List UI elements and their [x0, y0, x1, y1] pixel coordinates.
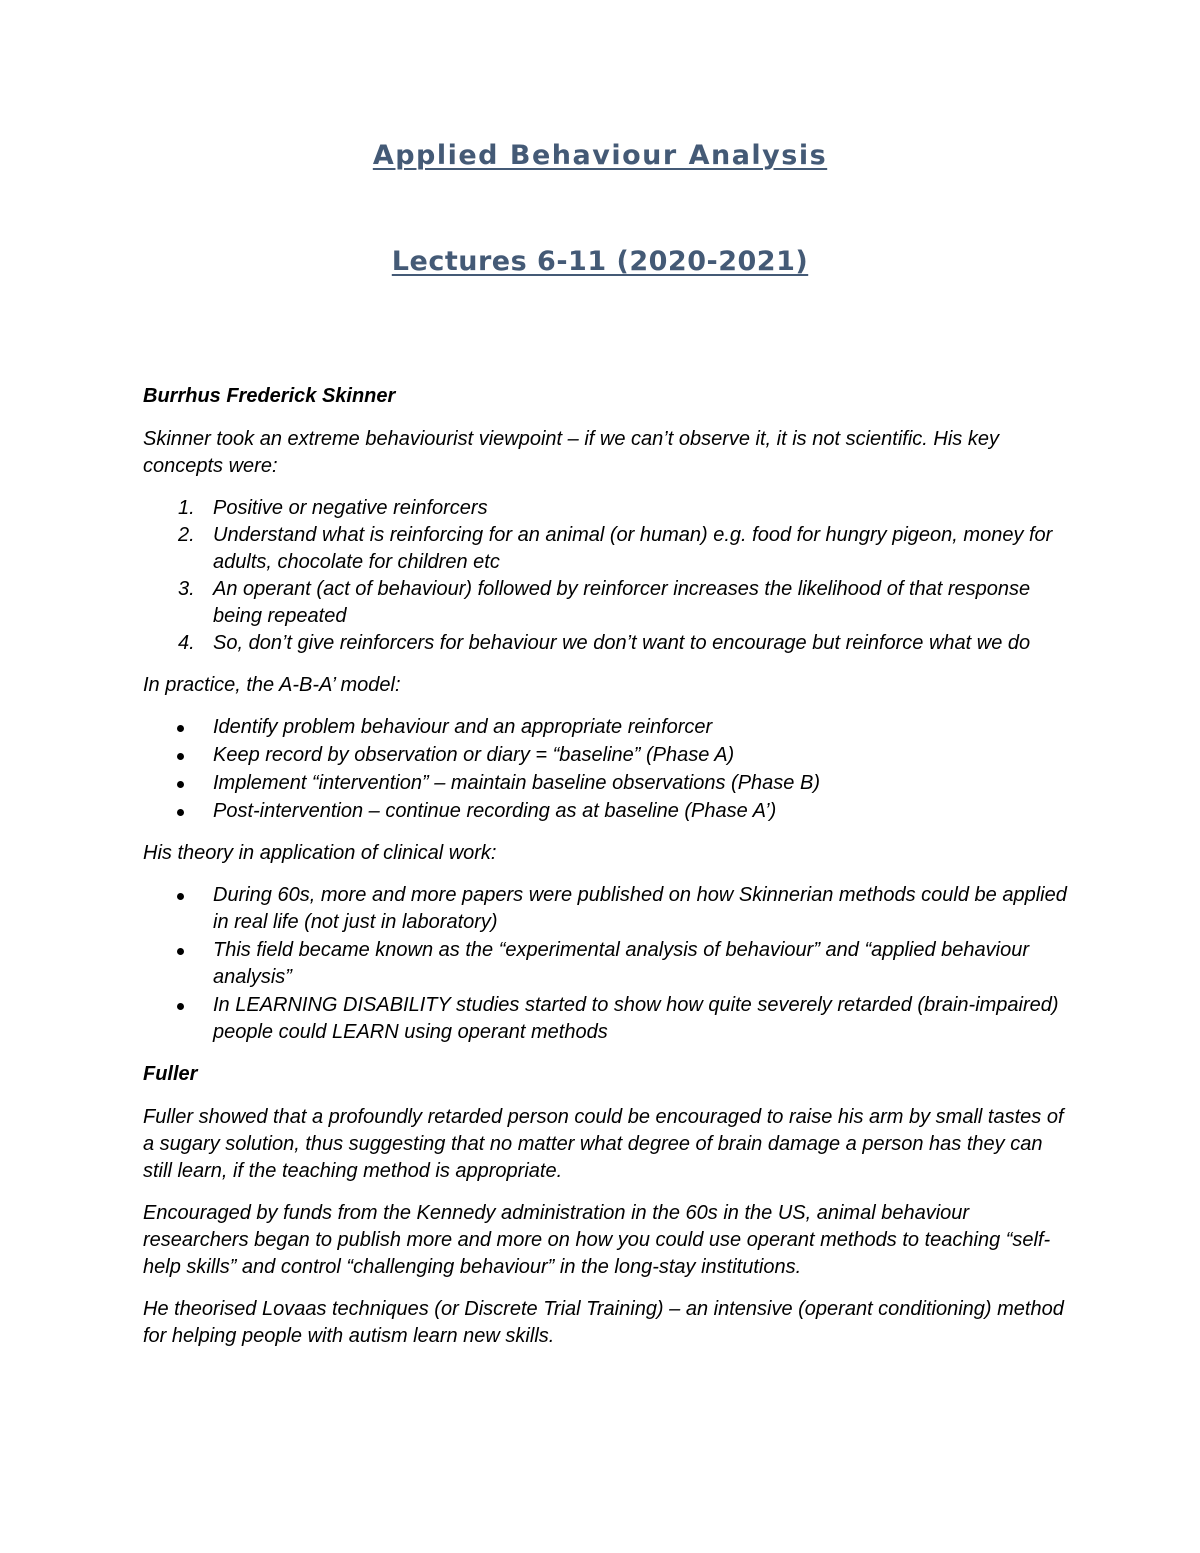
list-item	[143, 495, 1068, 522]
list-item-text: Positive or negative reinforcers	[213, 497, 488, 519]
kennedy-paragraph: Encouraged by funds from the Kennedy administration in the 60s in the US, animal behaviour researchers began to publish more and more on how you could use operant methods to teaching “self-help skills” and control “challenging behaviour” in the long-stay institutions.	[143, 1202, 1051, 1278]
bullet-icon	[177, 725, 184, 732]
theory-intro-paragraph: His theory in application of clinical work:	[143, 842, 497, 864]
list-item-text: Identify problem behaviour and an appropriate reinforcer	[213, 716, 713, 738]
lovaas-paragraph: He theorised Lovaas techniques (or Discrete Trial Training) – an intensive (operant conditioning) method for helping people with autism learn new skills.	[143, 1298, 1064, 1347]
list-item	[143, 714, 1068, 741]
section-heading-fuller: Fuller	[143, 1063, 198, 1085]
list-item-text: So, don’t give reinforcers for behaviour we don’t want to encourage but reinforce what we do	[213, 632, 1031, 654]
list-item-text: This field became known as the “experimental analysis of behaviour” and “applied behaviour analysis”	[213, 939, 1030, 988]
list-item-text: Implement “intervention” – maintain baseline observations (Phase B)	[213, 772, 820, 794]
list-item	[143, 798, 1068, 825]
list-item-text: Post-intervention – continue recording as at baseline (Phase A’)	[213, 800, 777, 822]
list-item	[143, 882, 1068, 936]
document-body	[143, 383, 1068, 1365]
list-item	[143, 770, 1068, 797]
list-item	[143, 630, 1068, 657]
list-item-text: Understand what is reinforcing for an animal (or human) e.g. food for hungry pigeon, money for adults, chocolate for children etc	[213, 524, 1053, 573]
list-item	[143, 576, 1068, 630]
document-title: Applied Behaviour Analysis	[372, 140, 828, 171]
list-item	[143, 522, 1068, 576]
bullet-icon	[177, 753, 184, 760]
clinical-application-list	[143, 882, 1068, 1046]
bullet-icon	[177, 781, 184, 788]
list-number: 3.	[178, 578, 195, 600]
list-item-text: An operant (act of behaviour) followed by reinforcer increases the likelihood of that response being repeated	[213, 578, 1031, 627]
bullet-icon	[177, 948, 184, 955]
list-item	[143, 992, 1068, 1046]
bullet-icon	[177, 809, 184, 816]
list-number: 2.	[178, 524, 195, 546]
section-heading-skinner: Burrhus Frederick Skinner	[143, 385, 396, 407]
bullet-icon	[177, 893, 184, 900]
list-item-text: During 60s, more and more papers were published on how Skinnerian methods could be applied in real life (not just in laboratory)	[213, 884, 1067, 933]
aba-model-list	[143, 714, 1068, 825]
practice-intro-paragraph: In practice, the A-B-A’ model:	[143, 674, 401, 696]
fuller-paragraph: Fuller showed that a profoundly retarded person could be encouraged to raise his arm by small tastes of a sugary solution, thus suggesting that no matter what degree of brain damage a person has they can still learn, if the teaching method is appropriate.	[143, 1106, 1064, 1182]
list-number: 4.	[178, 632, 195, 654]
list-item-text: In LEARNING DISABILITY studies started to show how quite severely retarded (brain-impaired) people could LEARN using operant methods	[213, 994, 1059, 1043]
skinner-intro-paragraph: Skinner took an extreme behaviourist viewpoint – if we can’t observe it, it is not scientific. His key concepts were:	[143, 428, 999, 477]
document-subtitle: Lectures 6-11 (2020-2021)	[391, 246, 809, 277]
list-item	[143, 742, 1068, 769]
list-item-text: Keep record by observation or diary = “baseline” (Phase A)	[213, 744, 735, 766]
key-concepts-list	[143, 495, 1068, 657]
list-item	[143, 937, 1068, 991]
bullet-icon	[177, 1003, 184, 1010]
list-number: 1.	[178, 497, 195, 519]
